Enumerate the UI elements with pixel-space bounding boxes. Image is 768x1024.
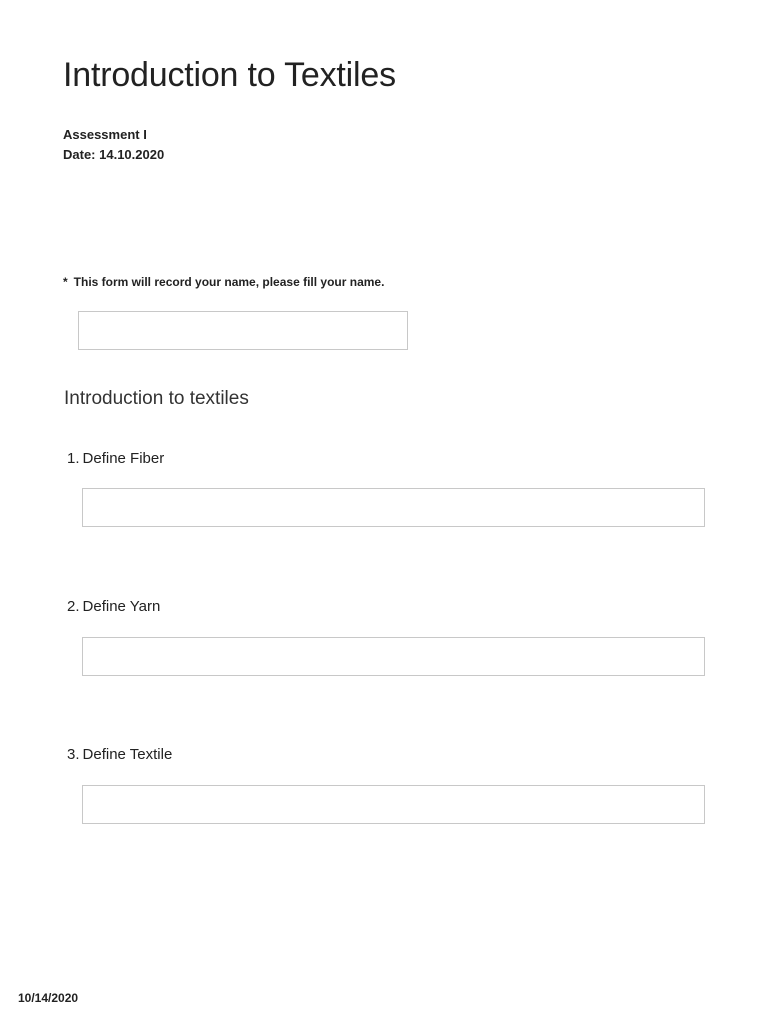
question-2-label <box>67 598 160 615</box>
form-description-date: Date: 14.10.2020 <box>63 147 165 162</box>
section-title: Introduction to textiles <box>64 388 249 409</box>
name-record-notice-text: This form will record your name, please fill your name. <box>73 275 385 289</box>
form-description-assessment: Assessment I <box>63 127 147 142</box>
question-2-number: 2. <box>67 598 80 615</box>
print-date: 10/14/2020 <box>18 991 79 1005</box>
question-1-answer-input[interactable] <box>82 488 705 527</box>
name-input[interactable] <box>78 311 408 350</box>
question-2-answer-input[interactable] <box>82 637 705 676</box>
question-3-number: 3. <box>67 746 80 763</box>
question-1-number: 1. <box>67 450 80 467</box>
question-1-text: Define Fiber <box>82 450 165 467</box>
required-marker: * <box>63 275 68 289</box>
question-2-text: Define Yarn <box>82 598 161 615</box>
question-1-label <box>67 450 164 467</box>
question-3-text: Define Textile <box>82 746 173 763</box>
form-title: Introduction to Textiles <box>63 56 396 94</box>
name-record-notice <box>63 275 384 289</box>
question-3-label <box>67 746 172 763</box>
question-3-answer-input[interactable] <box>82 785 705 824</box>
